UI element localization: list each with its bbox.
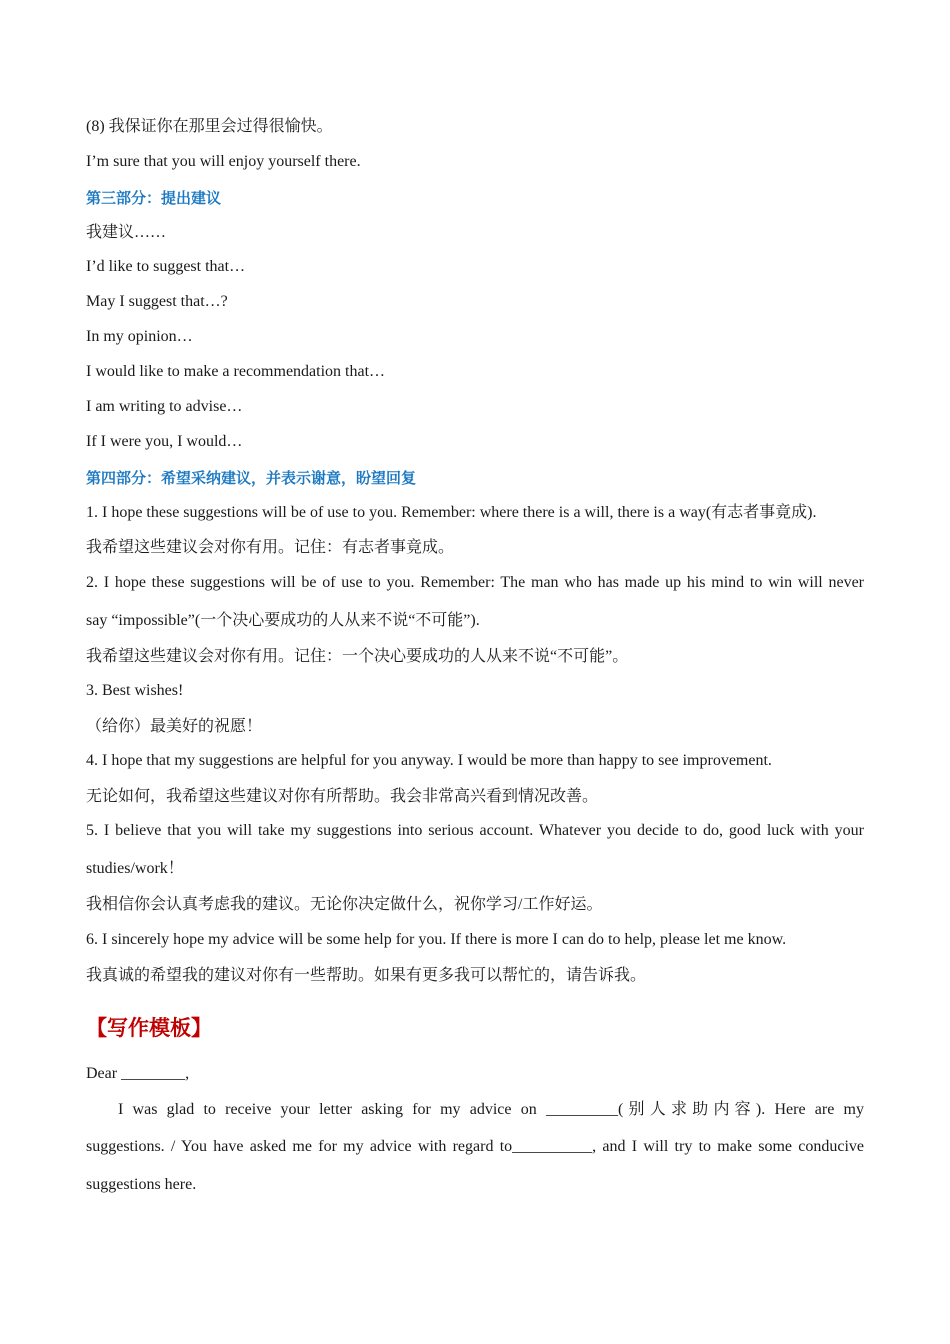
template-salutation: Dear ________, bbox=[86, 1065, 190, 1082]
closing-2-en-b: say “impossible”(一个决心要成功的人从来不说“不可能”). bbox=[86, 612, 480, 629]
phrase-1: I’d like to suggest that… bbox=[86, 258, 246, 275]
template-body-line-1: I was glad to receive your letter asking for my advice on _________(别人求助内容). Here are my bbox=[118, 1101, 864, 1118]
closing-1-en: 1. I hope these suggestions will be of use to you. Remember: where there is a will, there is a way(有志者事竟成). bbox=[86, 504, 817, 521]
suggest-cn: 我建议…… bbox=[86, 224, 167, 241]
section-4-heading: 第四部分：希望采纳建议，并表示谢意，盼望回复 bbox=[86, 469, 417, 487]
closing-4-cn: 无论如何，我希望这些建议对你有所帮助。我会非常高兴看到情况改善。 bbox=[86, 788, 599, 805]
closing-5-cn: 我相信你会认真考虑我的建议。无论你决定做什么，祝你学习/工作好运。 bbox=[86, 896, 603, 913]
closing-5-en-a: 5. I believe that you will take my suggestions into serious account. Whatever you decide to do, good luck with your bbox=[86, 822, 864, 839]
closing-4-en: 4. I hope that my suggestions are helpful for you anyway. I would be more than happy to see improvement. bbox=[86, 752, 772, 769]
template-body-line-2: suggestions. / You have asked me for my advice with regard to__________, and I will try to make some conducive bbox=[86, 1138, 864, 1155]
section-3-heading: 第三部分：提出建议 bbox=[86, 189, 222, 207]
phrase-4: I would like to make a recommendation that… bbox=[86, 363, 386, 380]
phrase-5: I am writing to advise… bbox=[86, 398, 243, 415]
closing-3-cn: （给你）最美好的祝愿！ bbox=[86, 718, 263, 735]
closing-5-en-b: studies/work！ bbox=[86, 860, 184, 877]
closing-6-cn: 我真诚的希望我的建议对你有一些帮助。如果有更多我可以帮忙的，请告诉我。 bbox=[86, 967, 647, 984]
writing-template-title: 【写作模板】 bbox=[86, 1016, 212, 1040]
phrase-2: May I suggest that…? bbox=[86, 293, 228, 310]
phrase-3: In my opinion… bbox=[86, 328, 193, 345]
line-8-en: I’m sure that you will enjoy yourself there. bbox=[86, 153, 361, 170]
closing-3-en: 3. Best wishes! bbox=[86, 682, 184, 699]
phrase-6: If I were you, I would… bbox=[86, 433, 243, 450]
closing-1-cn: 我希望这些建议会对你有用。记住：有志者事竟成。 bbox=[86, 539, 455, 556]
closing-2-cn: 我希望这些建议会对你有用。记住：一个决心要成功的人从来不说“不可能”。 bbox=[86, 648, 629, 665]
closing-2-en-a: 2. I hope these suggestions will be of use to you. Remember: The man who has made up his mind to win will never bbox=[86, 574, 864, 591]
template-body-line-3: suggestions here. bbox=[86, 1176, 197, 1193]
line-8-cn: (8) 我保证你在那里会过得很愉快。 bbox=[86, 118, 333, 135]
closing-6-en: 6. I sincerely hope my advice will be some help for you. If there is more I can do to help, please let me know. bbox=[86, 931, 787, 948]
